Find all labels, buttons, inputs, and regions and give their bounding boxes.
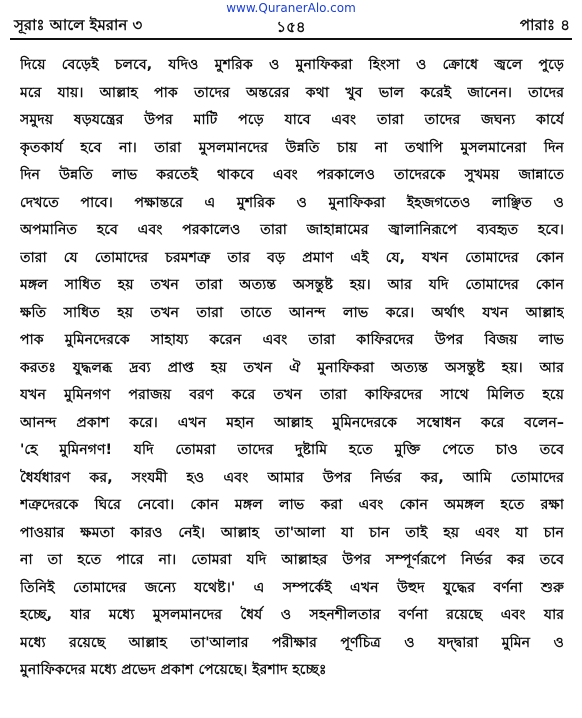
text-line: আনন্দ প্রকাশ করে। এখন মহান আল্লাহ মুমিনদেরকে সম্বোধন করে বলেন– xyxy=(20,414,564,431)
text-line: হচ্ছে, যার মধ্যে মুসলমানদের ধৈর্য ও সহনশীলতার বর্ণনা রয়েছে এবং যার xyxy=(20,607,564,623)
page-number: ১৫৪ xyxy=(276,18,306,36)
text-line: কৃতকার্য হবে না। তারা মুসলমানদের উন্নতি চায় না তথাপি মুসলমানেরা দিন xyxy=(20,139,564,156)
text-line: করতঃ যুদ্ধলব্ধ দ্রব্য প্রাপ্ত হয় তখন ঐ মুনাফিকরা অত্যন্ত অসন্তুষ্ট হয়। আর xyxy=(20,359,564,376)
site-url: www.QuranerAlo.com xyxy=(226,1,356,15)
text-line: দিয়ে বেড়েই চলবে, যদিও মুশরিক ও মুনাফিকরা হিংসা ও ক্রোধে জ্বলে পুড়ে xyxy=(20,57,564,73)
text-line: শত্রুদেরকে ঘিরে নেবো। কোন মঙ্গল লাভ করা এবং কোন অমঙ্গল হতে রক্ষা xyxy=(20,497,564,513)
text-line: তিনিই তোমাদের জন্যে যথেষ্ট।' এ সম্পর্কেই এখন উহুদ যুদ্ধের বর্ণনা শুরু xyxy=(20,579,564,596)
text-line: ক্ষতি সাধিত হয় তখন তারা তাতে আনন্দ লাভ করে। অর্থাৎ যখন আল্লাহ xyxy=(20,304,564,321)
text-line: দেখতে পাবে। পক্ষান্তরে এ মুশরিক ও মুনাফিকরা ইহজগতেও লাঞ্ছিত ও xyxy=(20,194,564,211)
surah-title: সূরাঃ আলে ইমরান ৩ xyxy=(14,16,143,34)
text-line: মরে যায়। আল্লাহ পাক তাদের অন্তরের কথা খুব ভাল করেই জানেন। তাদের xyxy=(20,84,564,101)
text-line: মুনাফিকদের মধ্যে প্রভেদ প্রকাশ পেয়েছে। ইরশাদ হচ্ছেঃ xyxy=(20,662,327,678)
text-line: 'হে মুমিনগণ! যদি তোমরা তাদের দুষ্টামি হতে মুক্তি পেতে চাও তবে xyxy=(20,442,564,458)
text-line: ধৈর্যধারণ কর, সংযমী হও এবং আমার উপর নির্ভর কর, আমি তোমাদের xyxy=(20,469,564,486)
text-line: যখন মুমিনগণ পরাজয় বরণ করে তখন তারা কাফিরদের সাথে মিলিত হয়ে xyxy=(20,387,564,403)
header-divider xyxy=(10,38,572,40)
text-line: সমুদয় ষড়যন্ত্রের উপর মাটি পড়ে যাবে এবং তারা তাদের জঘন্য কার্যে xyxy=(20,112,564,128)
text-line: মঙ্গল সাধিত হয় তখন তারা অত্যন্ত অসন্তুষ্ট হয়। আর যদি তোমাদের কোন xyxy=(20,277,564,293)
page-header xyxy=(0,0,582,40)
text-line: পাক মুমিনদেরকে সাহায্য করেন এবং তারা কাফিরদের উপর বিজয় লাভ xyxy=(20,332,564,348)
body-text xyxy=(20,52,564,685)
text-line: তারা যে তোমাদের চরমশত্রু তার বড় প্রমাণ এই যে, যখন তোমাদের কোন xyxy=(20,249,564,266)
text-line: মধ্যে রয়েছে আল্লাহ তা'আলার পরীক্ষার পূর্ণচিত্র ও যদ্দ্বারা মুমিন ও xyxy=(20,634,564,651)
text-line: দিন উন্নতি লাভ করতেই থাকবে এবং পরকালেও তাদেরকে সুখময় জান্নাতে xyxy=(20,167,564,183)
text-line: পাওয়ার ক্ষমতা কারও নেই। আল্লাহ তা'আলা যা চান তাই হয় এবং যা চান xyxy=(20,524,564,541)
text-line: অপমানিত হবে এবং পরকালেও তারা জাহান্নামের জ্বালানিরূপে ব্যবহৃত হবে। xyxy=(20,222,564,238)
para-label: পারাঃ ৪ xyxy=(519,16,570,34)
text-line: না তা হতে পারে না। তোমরা যদি আল্লাহর উপর সম্পূর্ণরূপে নির্ভর কর তবে xyxy=(20,552,564,568)
